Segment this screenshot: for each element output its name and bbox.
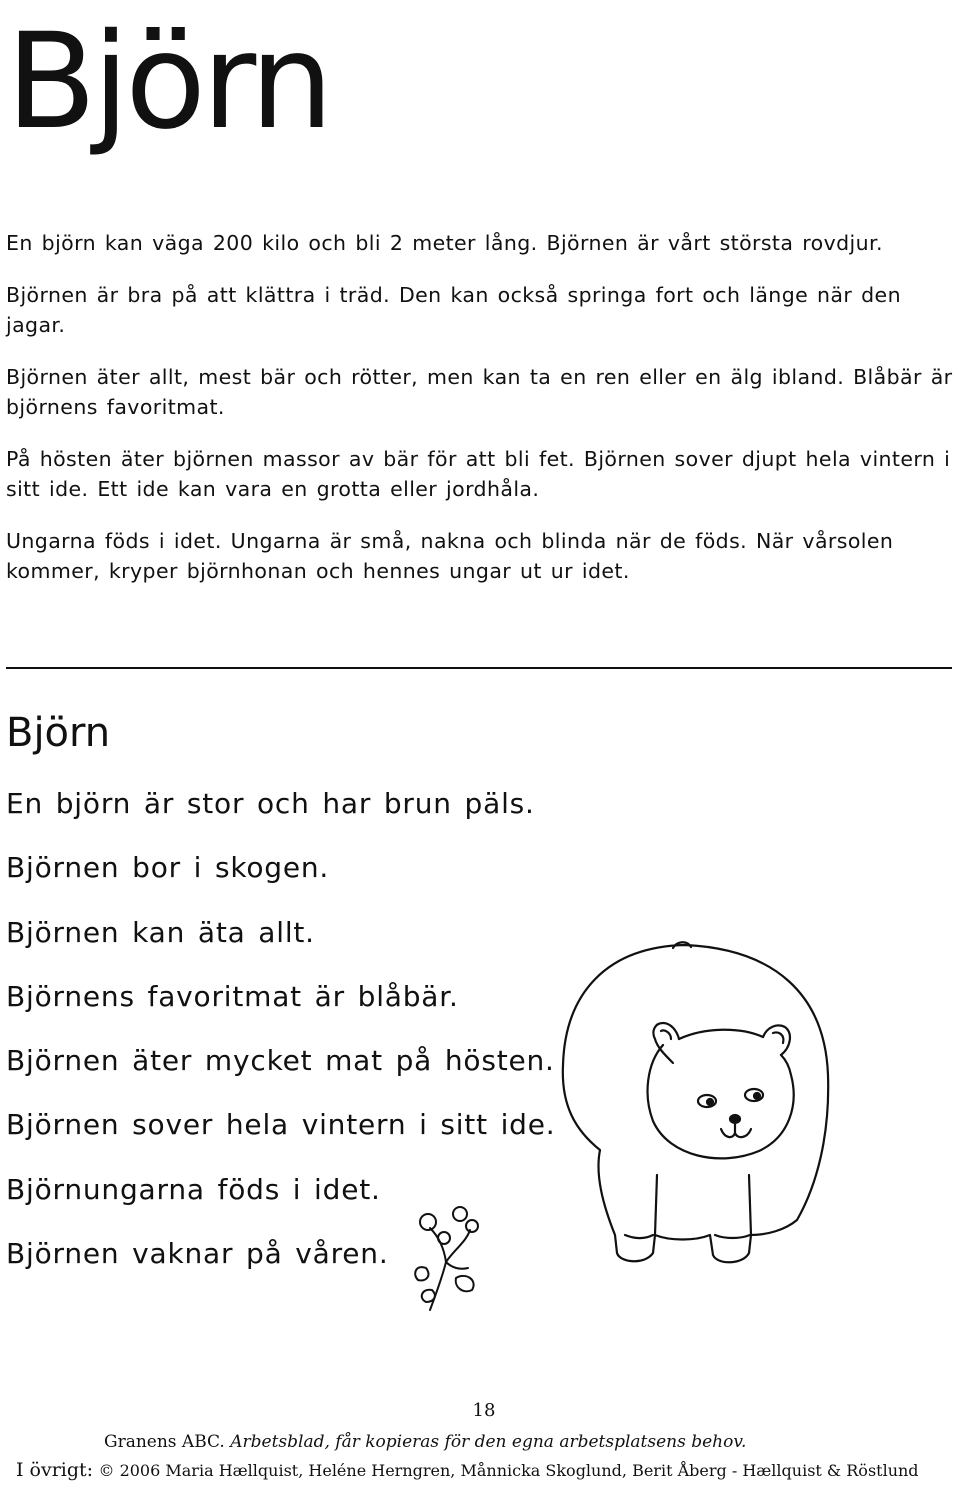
- page-number: 18: [472, 1400, 496, 1421]
- intro-paragraph: En björn kan väga 200 kilo och bli 2 meter lång. Björnen är vårt största rovdjur.: [6, 231, 883, 255]
- copyright-line: [16, 1459, 919, 1481]
- copyright-lead: I övrigt:: [16, 1459, 94, 1481]
- copyright-text: © 2006 Maria Hællquist, Heléne Herngren, Månnicka Skoglund, Berit Åberg - Hællquist & Röstlund: [98, 1461, 919, 1480]
- copy-permission: Arbetsblad, får kopieras för den egna arbetsplatsens behov.: [230, 1432, 747, 1452]
- intro-text: [6, 228, 956, 608]
- usage-notice: [104, 1432, 746, 1452]
- divider: [6, 667, 952, 669]
- intro-paragraph: Björnen äter allt, mest bär och rötter, men kan ta en ren eller en älg ibland. Blåbär är björnens favoritmat.: [6, 365, 953, 419]
- list-item: Björnen vaknar på våren.: [6, 1237, 389, 1271]
- list-item: Björnen sover hela vintern i sitt ide.: [6, 1108, 556, 1142]
- list-item: Björnen äter mycket mat på hösten.: [6, 1044, 555, 1078]
- book-title: Granens ABC.: [104, 1432, 225, 1452]
- blueberry-icon: [408, 1198, 493, 1316]
- intro-paragraph: Björnen är bra på att klättra i träd. Den kan också springa fort och länge när den jagar.: [6, 283, 901, 337]
- intro-paragraph: Ungarna föds i idet. Ungarna är små, nakna och blinda när de föds. När vårsolen kommer, kryper björnhonan och hennes ungar ut ur idet.: [6, 529, 894, 583]
- list-item: En björn är stor och har brun päls.: [6, 787, 535, 820]
- list-item: Björnungarna föds i idet.: [6, 1172, 381, 1206]
- intro-paragraph: På hösten äter björnen massor av bär för att bli fet. Björnen sover djupt hela vintern i sitt ide. Ett ide kan vara en grotta eller jordhåla.: [6, 447, 951, 501]
- list-item: Björnens favoritmat är blåbär.: [6, 979, 459, 1013]
- bear-illustration: [545, 935, 835, 1285]
- page-title: Björn: [6, 5, 330, 159]
- section-title: Björn: [6, 710, 111, 756]
- list-item: Björnen kan äta allt.: [6, 915, 315, 949]
- list-item: Björnen bor i skogen.: [6, 851, 330, 885]
